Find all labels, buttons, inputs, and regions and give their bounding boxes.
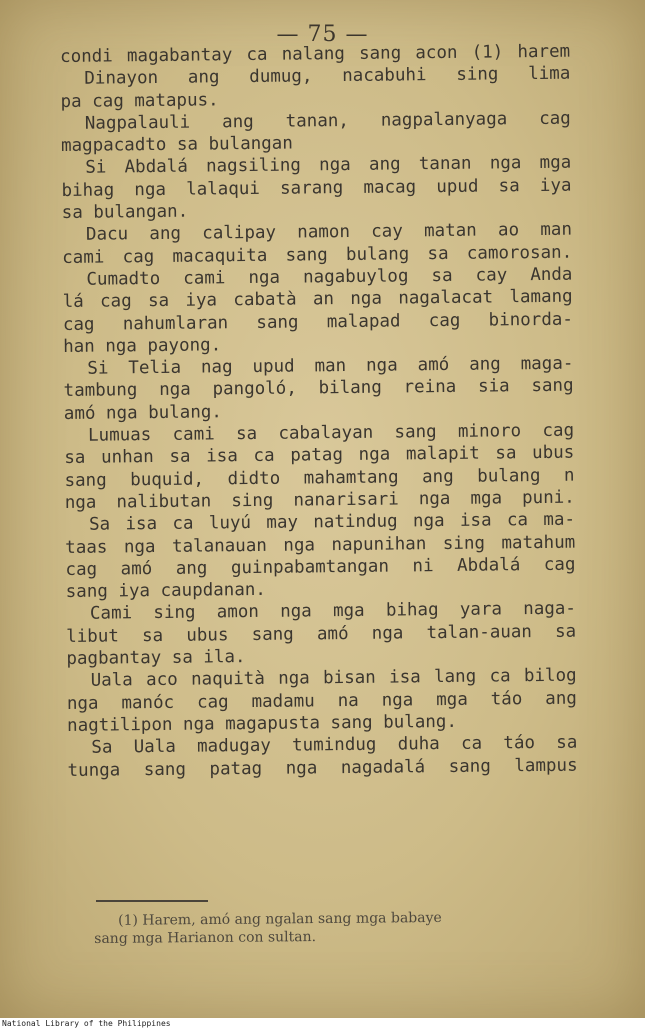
text-line: sa unhan sa isa ca patag nga malapit sa ubus — [64, 442, 575, 469]
text-line: Cumadto cami nga nagabuylog sa cay Anda — [86, 264, 573, 290]
text-line: Dinayon ang dumug, nacabuhi sing lima — [84, 63, 571, 90]
text-line: Cami sing amon nga mga bihag yara naga- — [89, 599, 577, 625]
footnote-line: sang mga Harianon con sultan. — [94, 929, 317, 947]
body-text — [60, 41, 578, 782]
text-line: Sa Uala madugay tumindug duha ca táo sa — [91, 732, 578, 758]
text-line: tambung nga pangoló, bilang reina sia sang — [63, 376, 574, 402]
text-line: tunga sang patag nga nagadalá sang lampus — [67, 755, 578, 781]
footnote-line: (1) Harem, amó ang ngalan sang mga babaye — [118, 909, 442, 929]
text-line: sang buquid, didto mahamtang ang bulang n — [64, 465, 575, 491]
text-line: bihag nga lalaqui sarang macag upud sa iya — [61, 175, 572, 201]
text-line: taas nga talanauan nga napunihan sing matahum — [65, 532, 576, 558]
text-line: Nagpalauli ang tanan, nagpalanyaga cag — [84, 108, 571, 134]
text-line: amó nga bulang. — [63, 402, 222, 424]
text-line: Si Telia nag upud man nga amó ang maga- — [87, 353, 574, 379]
text-line: pagbantay sa ila. — [66, 647, 246, 669]
text-line: lá cag sa iya cabatà an nga nagalacat lamang — [62, 286, 573, 313]
text-line: sang iya caupdanan. — [65, 579, 267, 603]
text-line: cag amó ang guinpabamtangan ni Abdalá cag — [65, 554, 576, 580]
text-line: Uala aco naquità nga bisan isa lang ca bilog — [90, 665, 577, 692]
text-line: Sa isa ca luyú may natindug nga isa ca ma- — [88, 509, 576, 535]
text-line: nagtilipon nga magapusta sang bulang. — [67, 711, 458, 736]
text-line: sa bulangan. — [61, 201, 189, 224]
text-line: han nga payong. — [63, 335, 222, 357]
text-line: libut sa ubus sang amó nga talan-auan sa — [66, 621, 577, 647]
text-line: nga nalibutan sing nanarisari nga mga puni. — [64, 487, 575, 513]
page-number: — 75 — — [276, 22, 369, 47]
text-line: Si Abdalá nagsiling nga ang tanan nga mga — [85, 153, 572, 179]
text-line: Dacu ang calipay namon cay matan ao man — [85, 220, 573, 246]
text-line: cag nahumlaran sang malapad cag binorda- — [62, 309, 573, 335]
library-credit: National Library of the Philippines — [2, 1019, 171, 1028]
text-line: pa cag matapus. — [60, 89, 219, 112]
text-line: nga manóc cag madamu na nga mga táo ang — [66, 688, 577, 714]
text-line: cami cag macaquita sang bulang sa camorosan. — [62, 242, 573, 268]
text-line: Lumuas cami sa cabalayan sang minoro cag — [87, 420, 575, 446]
footnote-divider — [96, 900, 208, 902]
text-line: magpacadto sa bulangan — [60, 133, 293, 157]
text-line: condi magabantay ca nalang sang acon (1) harem — [60, 41, 571, 67]
footnote — [94, 908, 594, 948]
